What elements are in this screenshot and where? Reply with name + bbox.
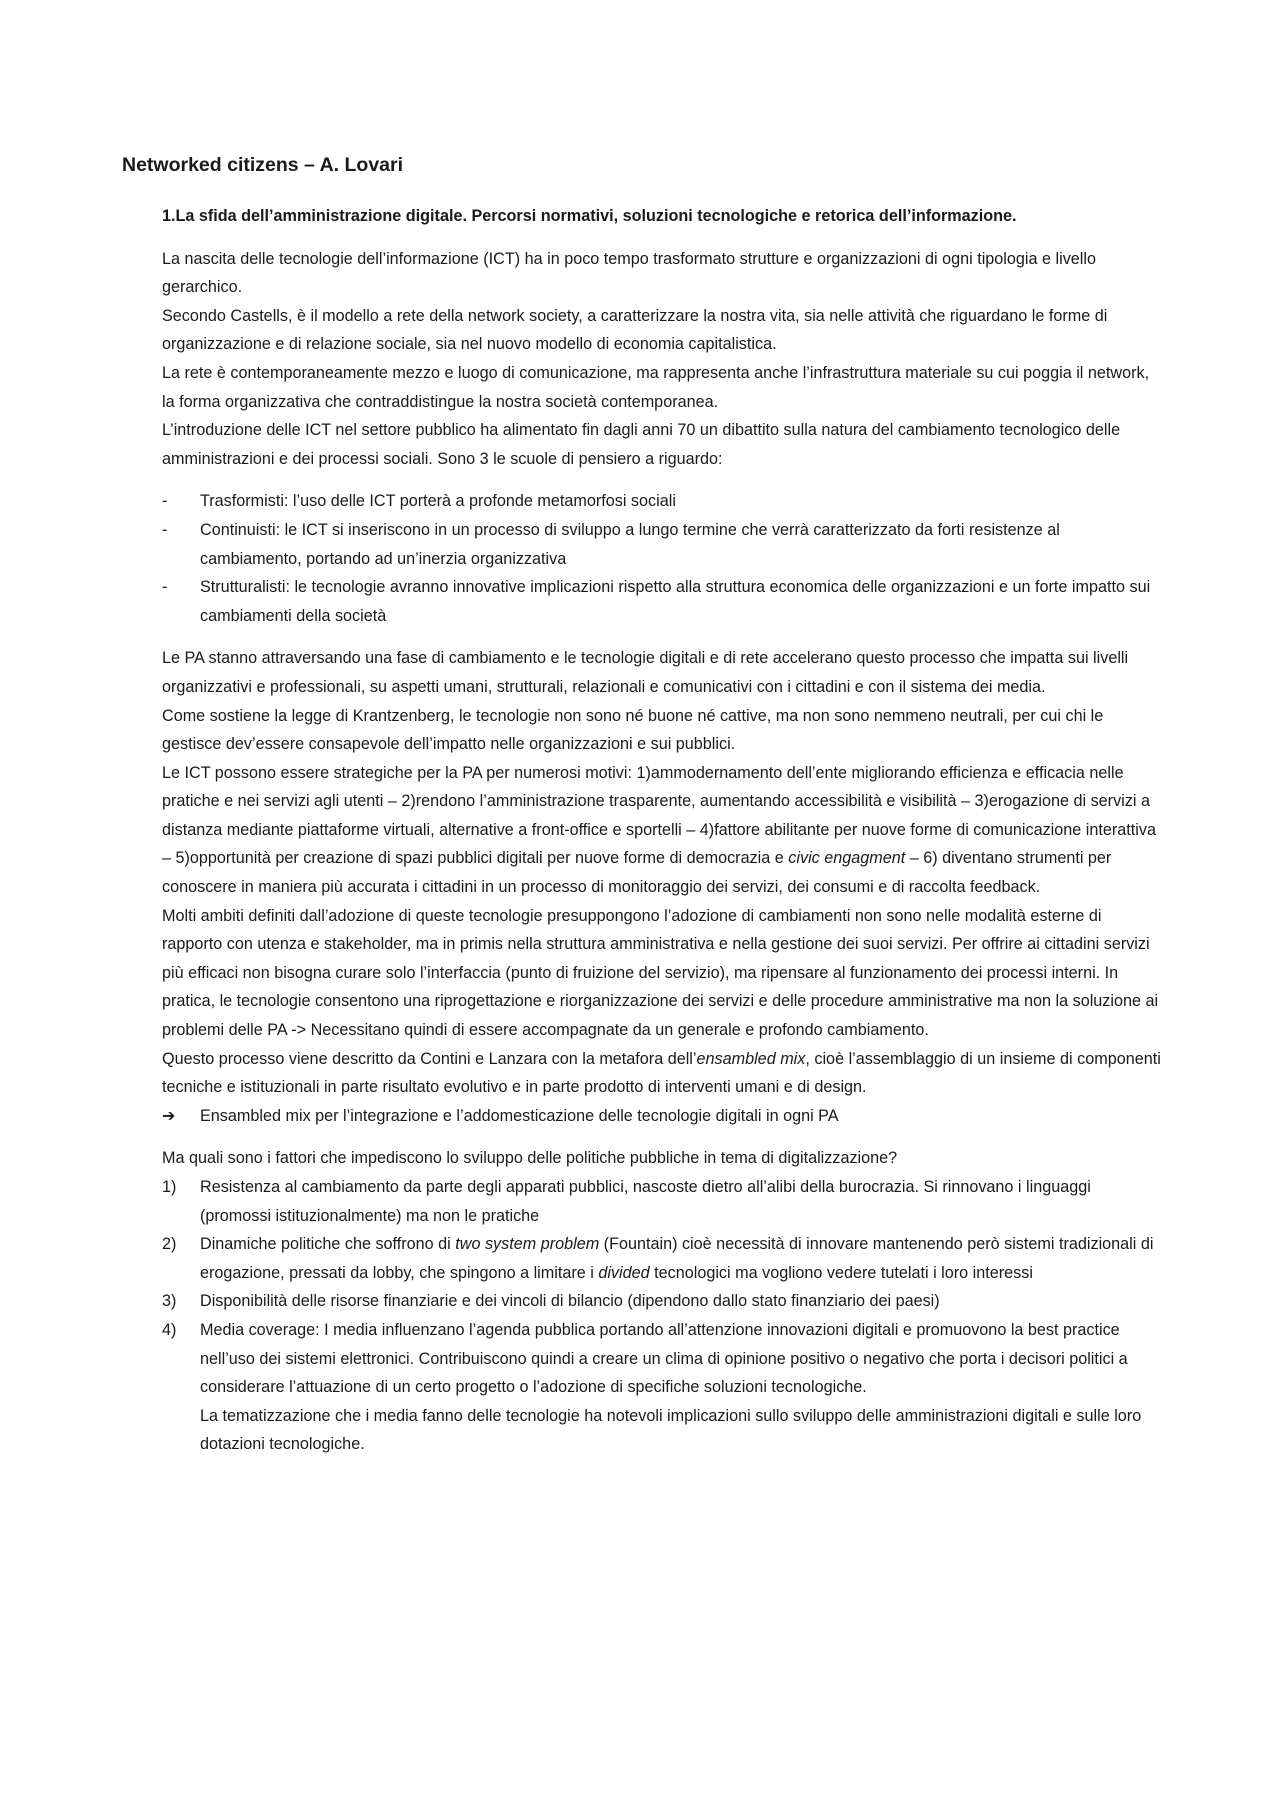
body-paragraph-5 <box>162 1045 1162 1102</box>
list-item <box>162 516 1162 573</box>
body-paragraph-3 <box>162 759 1162 902</box>
emphasis-text: ensambled mix <box>696 1049 806 1068</box>
intro-paragraph-2: Secondo Castells, è il modello a rete della network society, a caratterizzare la nostra vita, sia nelle attività che riguardano le forme di organizzazione e di relazione sociale, sia nel nuovo modello di economia capitalistica. <box>162 306 1108 354</box>
emphasis-text: civic engagment <box>788 849 906 868</box>
spacer <box>162 1130 1162 1144</box>
list-item <box>162 1316 1162 1459</box>
list-item-text: Trasformisti: l’uso delle ICT porterà a profonde metamorfosi sociali <box>200 492 676 511</box>
number-marker: 1) <box>162 1178 177 1196</box>
question-paragraph: Ma quali sono i fattori che impediscono lo sviluppo delle politiche pubbliche in tema di digitalizzazione? <box>162 1149 898 1168</box>
number-marker: 3) <box>162 1292 177 1311</box>
section-title: 1.La sfida dell’amministrazione digitale. Percorsi normativi, soluzioni tecnologiche e retorica dell’informazione. <box>162 207 1017 225</box>
intro-paragraph-3: La rete è contemporaneamente mezzo e luogo di comunicazione, ma rappresenta anche l’infrastruttura materiale su cui poggia il network, la forma organizzativa che contraddistingue la nostra società contemporanea. <box>162 363 1150 411</box>
list-item-text: Ensambled mix per l’integrazione e l’addomesticazione delle tecnologie digitali in ogni PA <box>200 1106 839 1125</box>
intro-paragraph-4: L’introduzione delle ICT nel settore pubblico ha alimentato fin dagli anni 70 un dibattito sulla natura del cambiamento tecnologico delle amministrazioni e dei processi sociali. Sono 3 le scuole di pensiero a riguardo: <box>162 421 1121 468</box>
list-item <box>162 573 1162 630</box>
dash-marker: - <box>162 578 168 597</box>
text-run: Questo processo viene descritto da Contini e Lanzara con la metafora dell’ <box>162 1049 697 1068</box>
text-run: Dinamiche politiche che soffrono di <box>200 1235 456 1254</box>
body-paragraph-4: Molti ambiti definiti dall’adozione di queste tecnologie presuppongono l’adozione di cambiamenti non sono nelle modalità esterne di rapporto con utenza e stakeholder, ma in primis nella struttura amministrativa e nella gestione dei suoi servizi. Per offrire ai cittadini servizi più efficaci non bisogna curare solo l’interfaccia (punto di fruizione del servizio), ma ripensare al funzionamento dei processi interni. In pratica, le tecnologie consentono una riprogettazione e riorganizzazione dei servizi e delle procedure amministrative ma non la soluzione ai problemi delle PA -> Necessitano quindi di essere accompagnate da un generale e profondo cambiamento. <box>162 906 1159 1040</box>
emphasis-text: two system problem <box>455 1235 600 1254</box>
schools-list <box>162 487 1162 630</box>
text-run: , cioè l’assemblaggio di un insieme di componenti tecniche e istituzionali in parte risultato evolutivo e in parte prodotto di interventi umani e di design. <box>162 1049 1161 1097</box>
arrow-list <box>162 1102 1162 1131</box>
intro-paragraph-1: La nascita delle tecnologie dell’informazione (ICT) ha in poco tempo trasformato strutture e organizzazioni di ogni tipologia e livello gerarchico. <box>162 249 1096 297</box>
text-run: – 6) diventano strumenti per conoscere in maniera più accurata i cittadini in un processo di monitoraggio dei servizi, dei consumi e di raccolta feedback. <box>162 849 1112 897</box>
text-run: (Fountain) cioè necessità di innovare mantenendo però sistemi tradizionali di erogazione, pressati da lobby, che spingono a limitare i <box>200 1235 1154 1282</box>
document-title: Networked citizens – A. Lovari <box>122 154 404 176</box>
list-item <box>162 487 1162 516</box>
dash-marker: - <box>162 492 168 511</box>
body-paragraph-2: Come sostiene la legge di Krantzenberg, le tecnologie non sono né buone né cattive, ma non sono nemmeno neutrali, per cui chi le gestisce dev’essere consapevole dell’impatto nelle organizzazioni e sui pubblici. <box>162 706 1104 754</box>
list-item <box>162 1230 1162 1287</box>
spacer <box>162 473 1162 487</box>
spacer <box>162 630 1162 644</box>
list-item <box>162 1102 1162 1131</box>
list-item-text: Strutturalisti: le tecnologie avranno innovative implicazioni rispetto alla struttura economica delle organizzazioni e un forte impatto sui cambiamenti della società <box>200 578 1151 625</box>
list-item <box>162 1173 1162 1230</box>
list-item-text: Resistenza al cambiamento da parte degli apparati pubblici, nascoste dietro all’alibi della burocrazia. Si rinnovano i linguaggi (promossi istituzionalmente) ma non le pratiche <box>200 1178 1091 1225</box>
text-run: tecnologici ma vogliono vedere tutelati i loro interessi <box>649 1263 1033 1282</box>
emphasis-text: divided <box>598 1263 650 1282</box>
dash-marker: - <box>162 520 168 539</box>
list-item-text: Media coverage: I media influenzano l’agenda pubblica portando all’attenzione innovazioni digitali e promuovono la best practice nell’uso dei sistemi elettronici. Contribuiscono quindi a creare un clima di opinione positivo o negativo che porta i decisori politici a considerare l’attuazione di un certo progetto o l’adozione di specifiche soluzioni tecnologiche. <box>200 1320 1128 1397</box>
list-item-text: Disponibilità delle risorse finanziarie e dei vincoli di bilancio (dipendono dallo stato finanziario dei paesi) <box>200 1292 940 1311</box>
list-item-text: Continuisti: le ICT si inseriscono in un processo di sviluppo a lungo termine che verrà caratterizzato da forti resistenze al cambiamento, portando ad un’inerzia organizzativa <box>200 520 1060 568</box>
list-item-continuation: La tematizzazione che i media fanno delle tecnologie ha notevoli implicazioni sullo sviluppo delle amministrazioni digitali e sulle loro dotazioni tecnologiche. <box>200 1406 1142 1454</box>
text-run: Le ICT possono essere strategiche per la PA per numerosi motivi: 1)ammodernamento dell’ente migliorando efficienza e efficacia nelle pratiche e nei servizi agli utenti – 2)rendono l’amministrazione trasparente, aumentando accessibilità e visibilità – 3)erogazione di servizi a distanza mediante piattaforme virtuali, alternative a front-office e sportelli – 4)fattore abilitante per nuove forme di comunicazione interattiva – 5)opportunità per creazione di spazi pubblici digitali per nuove forme di democrazia e <box>162 763 1156 868</box>
number-marker: 2) <box>162 1235 177 1254</box>
body-paragraph-1: Le PA stanno attraversando una fase di cambiamento e le tecnologie digitali e di rete accelerano questo processo che impatta sui livelli organizzativi e professionali, su aspetti umani, strutturali, relazionali e comunicativi con i cittadini e con il sistema dei media. <box>162 649 1129 696</box>
factors-list <box>162 1173 1162 1459</box>
document-body <box>162 202 1162 1459</box>
arrow-right-icon: ➔ <box>162 1105 176 1125</box>
list-item <box>162 1287 1162 1316</box>
number-marker: 4) <box>162 1320 177 1339</box>
